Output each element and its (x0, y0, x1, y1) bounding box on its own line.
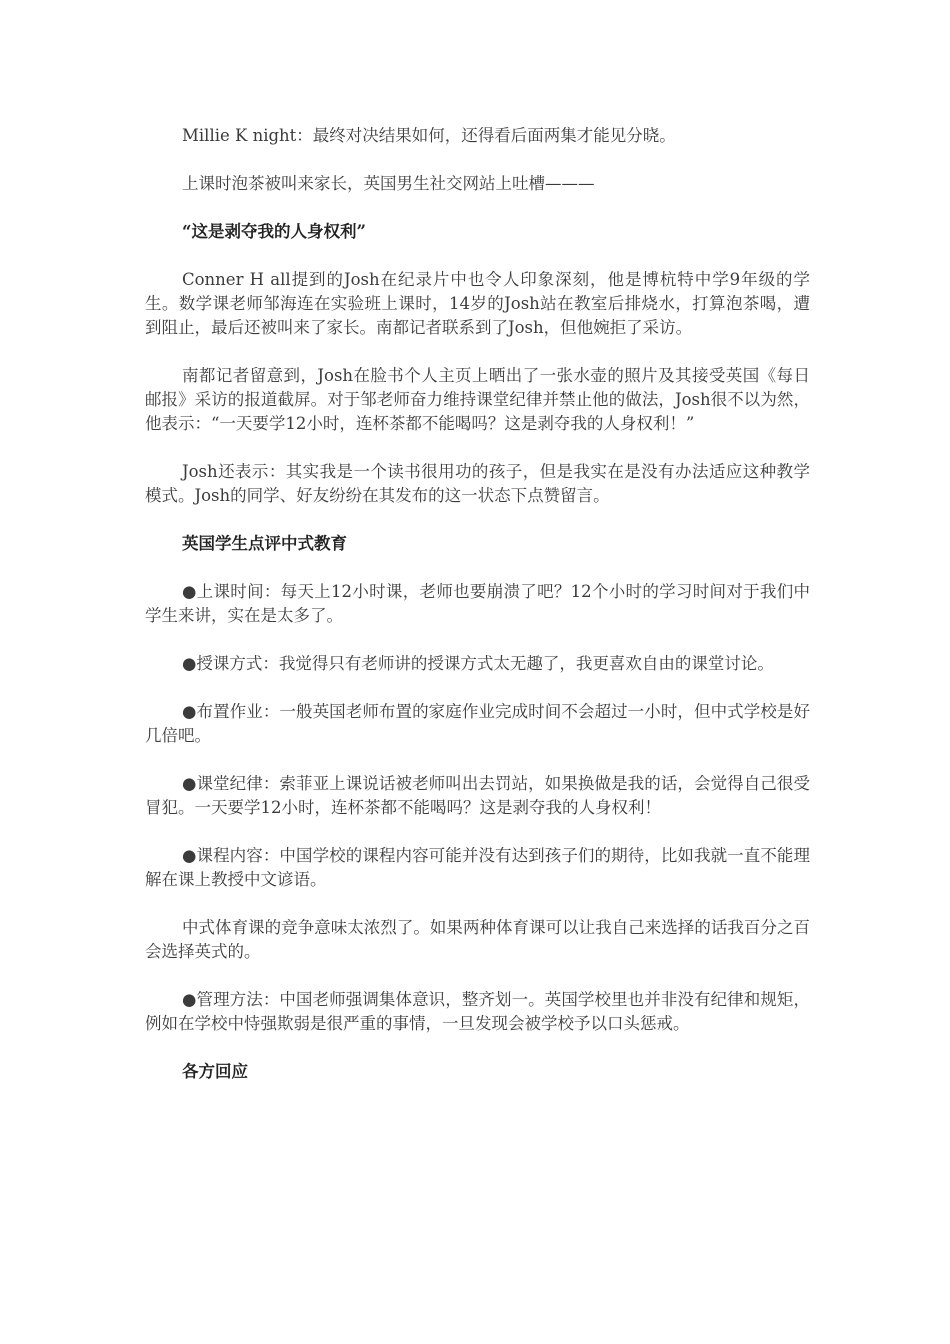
list-item-class-time: ●上课时间：每天上12小时课，老师也要崩溃了吧？12个小时的学习时间对于我们中学生来讲，实在是太多了。 (145, 582, 810, 625)
paragraph-josh-statement: Josh还表示：其实我是一个读书很用功的孩子，但是我实在是没有办法适应这种教学模式。Josh的同学、好友纷纷在其发布的这一状态下点赞留言。 (145, 462, 810, 505)
list-item-teaching-method: ●授课方式：我觉得只有老师讲的授课方式太无趣了，我更喜欢自由的课堂讨论。 (182, 654, 774, 673)
list-item-discipline: ●课堂纪律：索菲亚上课说话被老师叫出去罚站，如果换做是我的话，会觉得自己很受冒犯。一天要学12小时，连杯茶都不能喝吗？这是剥夺我的人身权利！ (145, 774, 810, 817)
section-heading-responses: 各方回应 (182, 1062, 248, 1081)
paragraph-pe-class: 中式体育课的竞争意味太浓烈了。如果两种体育课可以让我自己来选择的话我百分之百会选择英式的。 (145, 918, 810, 961)
paragraph-josh-story: Conner H all提到的Josh在纪录片中也令人印象深刻，他是博杭特中学9年级的学生。数学课老师邹海连在实验班上课时，14岁的Josh站在教室后排烧水，打算泡茶喝，遭到阻止，最后还被叫来了家长。南都记者联系到了Josh，但他婉拒了采访。 (145, 270, 810, 337)
article-body (145, 124, 810, 1108)
section-heading-student-review: 英国学生点评中式教育 (182, 534, 347, 553)
paragraph-millie-knight: Millie K night：最终对决结果如何，还得看后面两集才能见分晓。 (182, 126, 676, 145)
section-heading-rights: “这是剥夺我的人身权利” (182, 222, 366, 241)
list-item-homework: ●布置作业：一般英国老师布置的家庭作业完成时间不会超过一小时，但中式学校是好几倍吧。 (145, 702, 810, 745)
paragraph-facebook-post: 南都记者留意到，Josh在脸书个人主页上晒出了一张水壶的照片及其接受英国《每日邮报》采访的报道截屏。对于邹老师奋力维持课堂纪律并禁止他的做法，Josh很不以为然，他表示：“一天要学12小时，连杯茶都不能喝吗？这是剥夺我的人身权利！” (145, 366, 810, 433)
list-item-curriculum: ●课程内容：中国学校的课程内容可能并没有达到孩子们的期待，比如我就一直不能理解在课上教授中文谚语。 (145, 846, 810, 889)
list-item-management: ●管理方法：中国老师强调集体意识，整齐划一。英国学校里也并非没有纪律和规矩，例如在学校中恃强欺弱是很严重的事情，一旦发现会被学校予以口头惩戒。 (145, 990, 810, 1033)
paragraph-tea-intro: 上课时泡茶被叫来家长，英国男生社交网站上吐槽——— (182, 174, 595, 193)
